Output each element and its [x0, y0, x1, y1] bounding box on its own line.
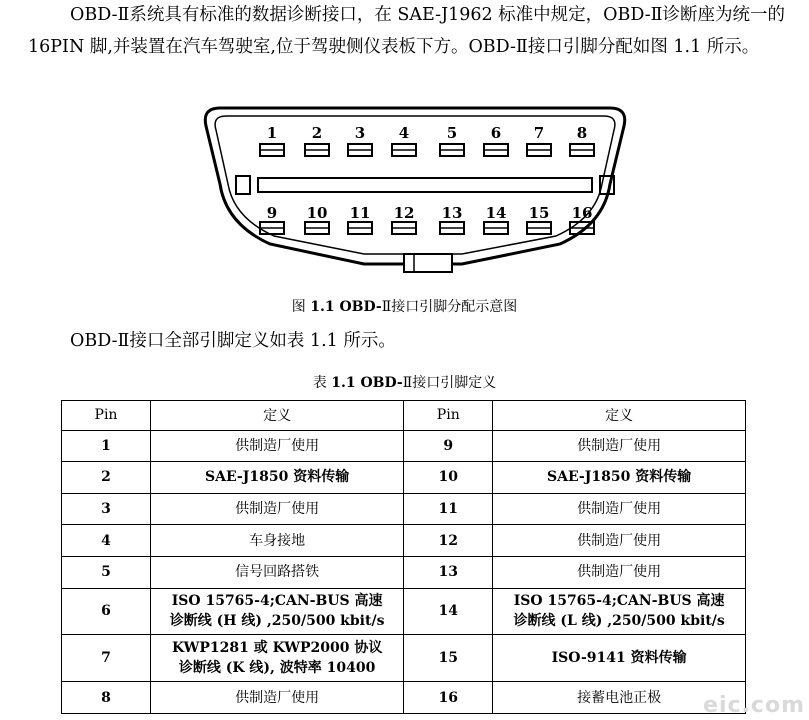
intro-paragraph: OBD-Ⅱ系统具有标准的数据诊断接口，在 SAE-J1962 标准中规定，OBD-Ⅱ诊断座为统一的 16PIN 脚,并装置在汽车驾驶室,位于驾驶侧仪表板下方。OBD-Ⅱ接口引脚分配如图 1.1 所示。 [28, 5, 786, 57]
definition-cell: 供制造厂使用 [151, 430, 404, 462]
left-square [236, 176, 250, 194]
table-row [62, 588, 746, 635]
top-pin-label: 8 [576, 124, 588, 142]
table-intro-paragraph: OBD-Ⅱ接口全部引脚定义如表 1.1 所示。 [70, 331, 396, 351]
definition-cell: 供制造厂使用 [493, 493, 746, 525]
header-def-right: 定义 [493, 401, 746, 431]
top-pin-label: 5 [446, 124, 458, 142]
definition-cell: SAE-J1850 资料传输 [151, 462, 404, 494]
definition-cell: 供制造厂使用 [493, 556, 746, 588]
obd-connector-diagram [200, 104, 630, 290]
definition-cell: SAE-J1850 资料传输 [493, 462, 746, 494]
pin-cell: 8 [62, 682, 151, 714]
definition-cell: 供制造厂使用 [493, 430, 746, 462]
definition-cell [151, 635, 404, 682]
definition-line: 诊断线 (L 线) ,250/500 kbit/s [513, 613, 725, 630]
table-caption [0, 372, 809, 392]
definition-cell [151, 588, 404, 635]
pin-cell: 4 [62, 525, 151, 557]
table-row [62, 556, 746, 588]
table-row [62, 635, 746, 682]
bottom-pin-label: 11 [349, 204, 371, 222]
top-pin-label: 6 [490, 124, 502, 142]
definition-cell: 供制造厂使用 [493, 525, 746, 557]
header-pin-left: Pin [62, 401, 151, 431]
figure-caption-prefix: 图 [291, 299, 311, 315]
definition-cell: 车身接地 [151, 525, 404, 557]
pin-cell: 15 [404, 635, 493, 682]
top-pin-label: 4 [398, 124, 410, 142]
table-row [62, 430, 746, 462]
figure-caption [0, 296, 809, 316]
pin-cell: 13 [404, 556, 493, 588]
pin-cell: 6 [62, 588, 151, 635]
definition-line: KWP1281 或 KWP2000 协议 [171, 640, 383, 657]
top-pin-label: 1 [266, 124, 278, 142]
definition-line: ISO 15765-4;CAN-BUS 高速 [513, 593, 725, 610]
pin-cell: 16 [404, 682, 493, 714]
definition-cell [493, 588, 746, 635]
bottom-pin-label: 13 [441, 204, 463, 222]
definition-line: ISO 15765-4;CAN-BUS 高速 [171, 593, 383, 610]
definition-line: 诊断线 (H 线) ,250/500 kbit/s [169, 613, 385, 630]
pin-cell: 11 [404, 493, 493, 525]
pin-cell: 5 [62, 556, 151, 588]
table-row [62, 493, 746, 525]
table-header-row [62, 401, 746, 431]
definition-cell: 供制造厂使用 [151, 493, 404, 525]
definition-cell: 接蓄电池正极 [493, 682, 746, 714]
definition-cell: ISO-9141 资料传输 [493, 635, 746, 682]
table-row [62, 462, 746, 494]
pin-cell: 1 [62, 430, 151, 462]
table-caption-prefix: 表 [312, 375, 332, 391]
top-pin-label: 2 [311, 124, 323, 142]
pin-cell: 3 [62, 493, 151, 525]
definition-cell: 供制造厂使用 [151, 682, 404, 714]
bottom-pin-label: 10 [306, 204, 328, 222]
table-caption-number: 1.1 OBD- [331, 375, 403, 391]
figure-caption-number: 1.1 OBD- [310, 299, 382, 315]
pin-cell: 14 [404, 588, 493, 635]
header-pin-right: Pin [404, 401, 493, 431]
table-row [62, 682, 746, 714]
top-pin-label: 3 [354, 124, 366, 142]
site-watermark: eic.com [703, 693, 805, 718]
pin-cell: 10 [404, 462, 493, 494]
center-slot [258, 178, 592, 192]
table-row [62, 525, 746, 557]
pin-cell: 9 [404, 430, 493, 462]
pin-definition-table [61, 400, 746, 714]
bottom-pin-label: 14 [485, 204, 507, 222]
bottom-pin-label: 9 [266, 204, 278, 222]
figure-caption-text: Ⅱ接口引脚分配示意图 [381, 299, 518, 315]
header-def-left: 定义 [151, 401, 404, 431]
definition-line: 诊断线 (K 线), 波特率 10400 [178, 660, 376, 677]
pin-cell: 7 [62, 635, 151, 682]
top-pin-label: 7 [533, 124, 545, 142]
table-caption-text: Ⅱ接口引脚定义 [402, 375, 497, 391]
bottom-pin-label: 16 [571, 204, 593, 222]
bottom-pin-label: 15 [528, 204, 550, 222]
pin-cell: 2 [62, 462, 151, 494]
connector-key-tab [404, 254, 452, 272]
definition-cell: 信号回路搭铁 [151, 556, 404, 588]
bottom-pin-label: 12 [393, 204, 415, 222]
pin-cell: 12 [404, 525, 493, 557]
